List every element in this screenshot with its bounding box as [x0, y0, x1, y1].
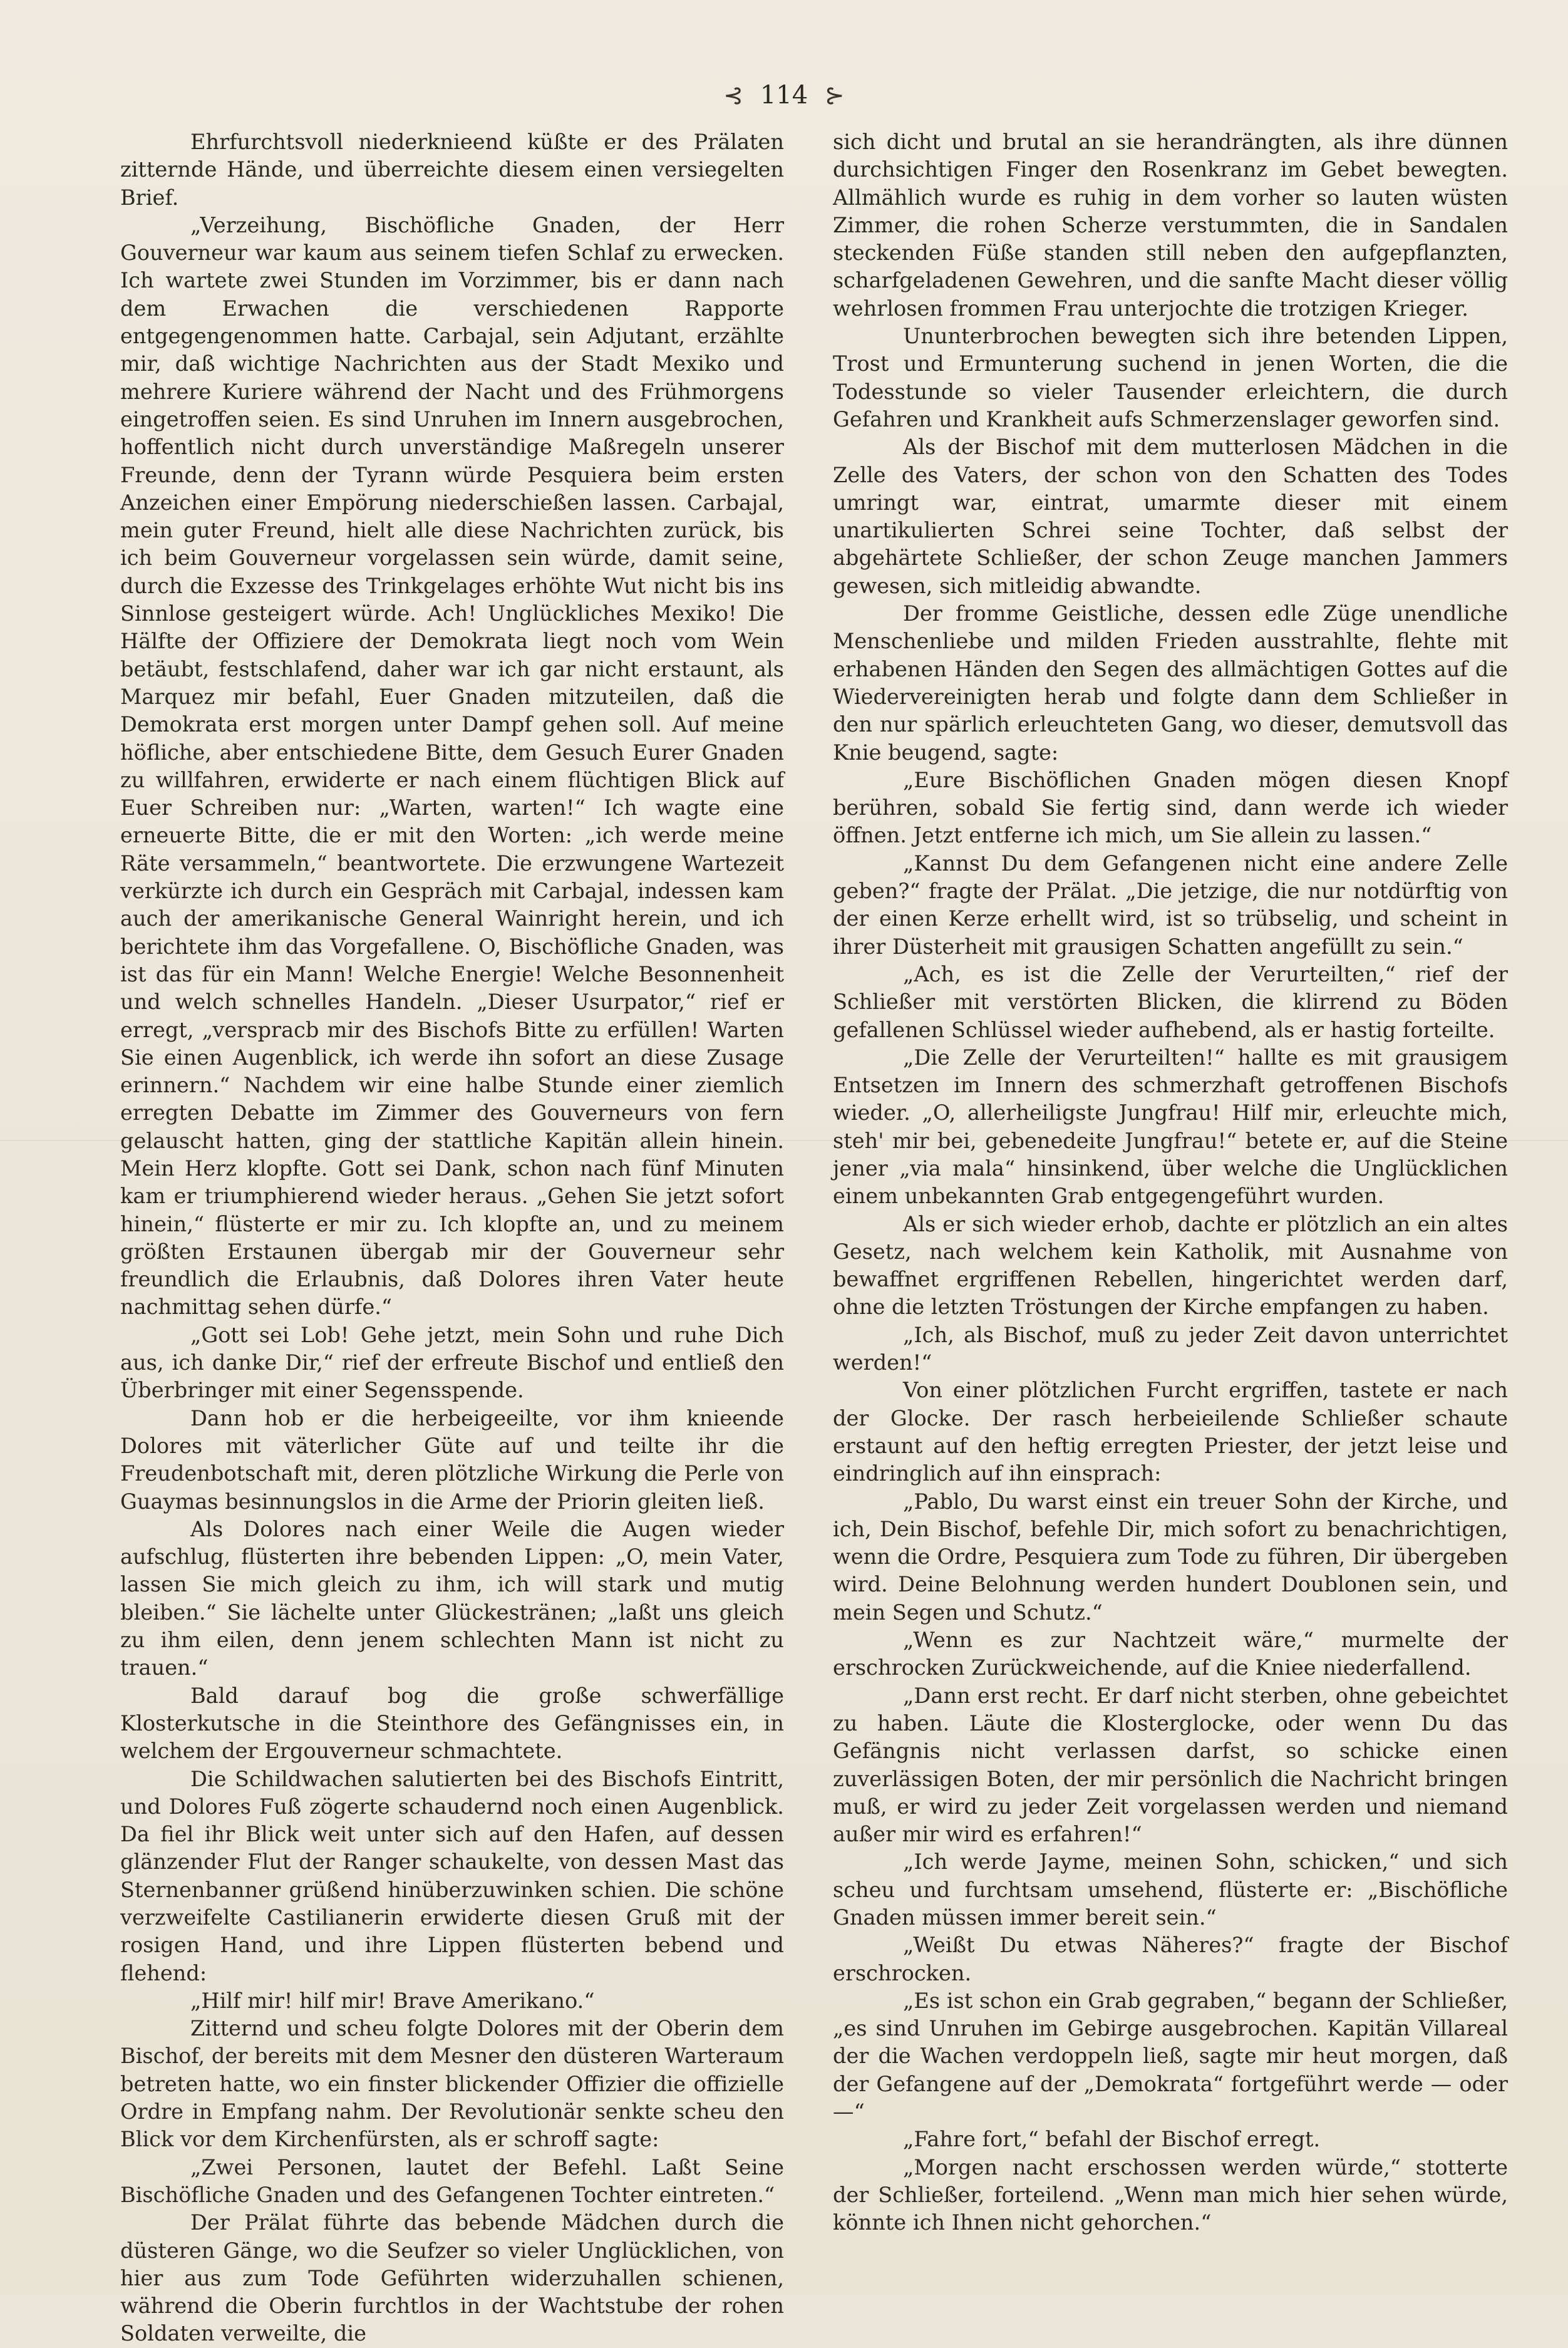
paragraph: Der fromme Geistliche, dessen edle Züge unendliche Menschenliebe und milden Frieden ausstrahlte, flehte mit erhabenen Händen den Segen des allmächtigen Gottes auf die Wiedervereinigten herab und folgte dann dem Schließer in den nur spärlich erleuchteten Gang, wo dieser, demutsvoll das Knie beugend, sagte: [833, 601, 1508, 765]
paragraph: „Ich werde Jayme, meinen Sohn, schicken,“ und sich scheu und furchtsam umsehend, flüsterte er: „Bischöfliche Gnaden müssen immer bereit sein.“ [833, 1849, 1508, 1930]
paragraph: „Zwei Personen, lautet der Befehl. Laßt Seine Bischöfliche Gnaden und des Gefangenen Tochter eintreten.“ [120, 2154, 784, 2207]
paragraph: „Gott sei Lob! Gehe jetzt, mein Sohn und ruhe Dich aus, ich danke Dir,“ rief der erfreute Bischof und entließ den Überbringer mit einer Segensspende. [120, 1322, 784, 1403]
paragraph: Der Prälat führte das bebende Mädchen durch die düsteren Gänge, wo die Seufzer so vieler Unglücklichen, von hier aus zum Tode Geführten widerzuhallen schienen, während die Oberin furchtlos in der Wachtstube der rohen Soldaten verweilte, die [120, 2210, 784, 2346]
page-number: 114 [760, 81, 808, 110]
paragraph: Als Dolores nach einer Weile die Augen wieder aufschlug, flüsterten ihre bebenden Lippen: „O, mein Vater, lassen Sie mich gleich zu ihm, ich will stark und mutig bleiben.“ Sie lächelte unter Glückestränen; „laßt uns gleich zu ihm eilen, denn jenem schlechten Mann ist nicht zu trauen.“ [120, 1516, 784, 1680]
paragraph: Ehrfurchtsvoll niederknieend küßte er des Prälaten zitternde Hände, und überreichte diesem einen versiegelten Brief. [120, 130, 784, 210]
paragraph: „Verzeihung, Bischöfliche Gnaden, der Herr Gouverneur war kaum aus seinem tiefen Schlaf zu erwecken. Ich wartete zwei Stunden im Vorzimmer, bis er dann nach dem Erwachen die verschiedenen Rapporte entgegengenommen hatte. Carbajal, sein Adjutant, erzählte mir, daß wichtige Nachrichten aus der Stadt Mexiko und mehrere Kuriere während der Nacht und des Frühmorgens eingetroffen seien. Es sind Unruhen im Innern ausgebrochen, hoffentlich nicht durch unverständige Maßregeln unserer Freunde, denn der Tyrann würde Pesquiera beim ersten Anzeichen einer Empörung niederschießen lassen. Carbajal, mein guter Freund, hielt alle diese Nachrichten zurück, bis ich beim Gouverneur vorgelassen sein würde, damit seine, durch die Exzesse des Trinkgelages erhöhte Wut nicht bis ins Sinnlose gesteigert würde. Ach! Unglückliches Mexiko! Die Hälfte der Offiziere der Demokrata liegt noch vom Wein betäubt, festschlafend, daher war ich gar nicht erstaunt, als Marquez mir befahl, Euer Gnaden mitzuteilen, daß die Demokrata erst morgen unter Dampf gehen soll. Auf meine höfliche, aber entschiedene Bitte, dem Gesuch Eurer Gnaden zu willfahren, erwiderte er nach einem flüchtigen Blick auf Euer Schreiben nur: „Warten, warten!“ Ich wagte eine erneuerte Bitte, die er mit den Worten: „ich werde meine Räte versammeln,“ beantwortete. Die erzwungene Wartezeit verkürzte ich durch ein Gespräch mit Carbajal, indessen kam auch der amerikanische General Wainright herein, und ich berichtete ihm das Vorgefallene. O, Bischöfliche Gnaden, was ist das für ein Mann! Welche Energie! Welche Besonnenheit und welch schnelles Handeln. „Dieser Usurpator,“ rief er erregt, „verspracb mir des Bischofs Bitte zu erfüllen! Warten Sie einen Augenblick, ich werde ihn sofort an diese Zusage erinnern.“ Nachdem wir eine halbe Stunde einer ziemlich erregten Debatte im Zimmer des Gouverneurs von fern gelauscht hatten, ging der stattliche Kapitän allein hinein. Mein Herz klopfte. Gott sei Dank, schon nach fünf Minuten kam er triumphierend wieder heraus. „Gehen Sie jetzt sofort hinein,“ flüsterte er mir zu. Ich klopfte an, und zu meinem größten Erstaunen übergab mir der Gouverneur sehr freundlich die Erlaubnis, daß Dolores ihren Vater heute nachmittag sehen dürfe.“ [120, 212, 784, 1320]
paragraph: Von einer plötzlichen Furcht ergriffen, tastete er nach der Glocke. Der rasch herbeieilende Schließer schaute erstaunt auf den heftig erregten Priester, der jetzt leise und eindringlich auf ihn einsprach: [833, 1378, 1508, 1486]
ornament-left-icon: ⊰ [723, 81, 744, 109]
paragraph: „Hilf mir! hilf mir! Brave Amerikano.“ [190, 1988, 595, 2013]
paragraph: „Pablo, Du warst einst ein treuer Sohn der Kirche, und ich, Dein Bischof, befehle Dir, mich sofort zu benachrichtigen, wenn die Ordre, Pesquiera zum Tode zu führen, Dir übergeben wird. Deine Belohnung werden hundert Doublonen sein, und mein Segen und Schutz.“ [833, 1489, 1508, 1625]
page-header [0, 80, 1568, 110]
paragraph: Bald darauf bog die große schwerfällige Klosterkutsche in die Steinthore des Gefängnisses ein, in welchem der Ergouverneur schmachtete. [120, 1683, 784, 1764]
left-column [120, 128, 784, 2348]
paragraph: „Eure Bischöflichen Gnaden mögen diesen Knopf berühren, sobald Sie fertig sind, dann werde ich wieder öffnen. Jetzt entferne ich mich, um Sie allein zu lassen.“ [833, 767, 1508, 848]
paragraph: „Weißt Du etwas Näheres?“ fragte der Bischof erschrocken. [833, 1933, 1508, 1985]
paragraph: „Wenn es zur Nachtzeit wäre,“ murmelte der erschrocken Zurückweichende, auf die Kniee niederfallend. [833, 1628, 1508, 1680]
paragraph: Zitternd und scheu folgte Dolores mit der Oberin dem Bischof, der bereits mit dem Mesner den düsteren Warteraum betreten hatte, wo ein finster blickender Offizier die offizielle Ordre in Empfang nahm. Der Revolutionär senkte scheu den Blick vor dem Kirchenfürsten, als er schroff sagte: [120, 2016, 784, 2152]
paragraph: „Morgen nacht erschossen werden würde,“ stotterte der Schließer, forteilend. „Wenn man mich hier sehen würde, könnte ich Ihnen nicht gehorchen.“ [833, 2154, 1508, 2235]
ornament-right-icon: ⊱ [824, 81, 845, 109]
paragraph: „Die Zelle der Verurteilten!“ hallte es mit grausigem Entsetzen im Innern des schmerzhaft getroffenen Bischofs wieder. „O, allerheiligste Jungfrau! Hilf mir, erleuchte mich, steh' mir bei, gebenedeite Jungfrau!“ betete er, auf die Steine jener „via mala“ hinsinkend, über welche die Unglücklichen einem unbekannten Grab entgegengeführt wurden. [833, 1045, 1508, 1209]
paragraph: „Ach, es ist die Zelle der Verurteilten,“ rief der Schließer mit verstörten Blicken, die klirrend zu Böden gefallenen Schlüssel wieder aufhebend, als er hastig forteilte. [833, 961, 1508, 1042]
paragraph: Als er sich wieder erhob, dachte er plötzlich an ein altes Gesetz, nach welchem kein Katholik, mit Ausnahme von bewaffnet ergriffenen Rebellen, hingerichtet werden darf, ohne die letzten Tröstungen der Kirche empfangen zu haben. [833, 1211, 1508, 1320]
paragraph: Als der Bischof mit dem mutterlosen Mädchen in die Zelle des Vaters, der schon von den Schatten des Todes umringt war, eintrat, umarmte dieser mit einem unartikulierten Schrei seine Tochter, daß selbst der abgehärtete Schließer, der schon Zeuge manchen Jammers gewesen, sich mitleidig abwandte. [833, 435, 1508, 598]
paragraph: „Fahre fort,“ befahl der Bischof erregt. [903, 2127, 1321, 2152]
paragraph: Die Schildwachen salutierten bei des Bischofs Eintritt, und Dolores Fuß zögerte schaudernd noch einen Augenblick. Da fiel ihr Blick weit unter sich auf den Hafen, auf dessen glänzender Flut der Ranger schaukelte, von dessen Mast das Sternenbanner grüßend hinüberzuwinken schien. Die schöne verzweifelte Castilianerin erwiderte diesen Gruß mit der rosigen Hand, und ihre Lippen flüsterten bebend und flehend: [120, 1766, 784, 1985]
paragraph: sich dicht und brutal an sie herandrängten, als ihre dünnen durchsichtigen Finger den Rosenkranz im Gebet bewegten. Allmählich wurde es ruhig in dem vorher so lauten wüsten Zimmer, die rohen Scherze verstummten, die in Sandalen steckenden Füße standen still neben den aufgepflanzten, scharfgeladenen Gewehren, und die sanfte Macht dieser völlig wehrlosen frommen Frau unterjochte die trotzigen Krieger. [833, 130, 1508, 321]
paragraph: „Kannst Du dem Gefangenen nicht eine andere Zelle geben?“ fragte der Prälat. „Die jetzige, die nur notdürftig von der einen Kerze erhellt wird, ist so trübselig, und scheint in ihrer Düsterheit mit grausigen Schatten angefüllt zu sein.“ [833, 851, 1508, 959]
right-column [833, 128, 1508, 2237]
paragraph: „Es ist schon ein Grab gegraben,“ begann der Schließer, „es sind Unruhen im Gebirge ausgebrochen. Kapitän Villareal der die Wachen verdoppeln ließ, sagte mir heut morgen, daß der Gefangene auf der „Demokrata“ fortgeführt werde — oder —“ [833, 1988, 1508, 2124]
paragraph: „Dann erst recht. Er darf nicht sterben, ohne gebeichtet zu haben. Läute die Klosterglocke, oder wenn Du das Gefängnis nicht verlassen darfst, so schicke einen zuverlässigen Boten, der mir persönlich die Nachricht bringen muß, er wird zu jeder Zeit vorgelassen werden und niemand außer mir wird es erfahren!“ [833, 1683, 1508, 1847]
paragraph: „Ich, als Bischof, muß zu jeder Zeit davon unterrichtet werden!“ [833, 1322, 1508, 1375]
paragraph: Dann hob er die herbeigeeilte, vor ihm knieende Dolores mit väterlicher Güte auf und teilte ihr die Freudenbotschaft mit, deren plötzliche Wirkung die Perle von Guaymas besinnungslos in die Arme der Priorin gleiten ließ. [120, 1405, 784, 1514]
paragraph: Ununterbrochen bewegten sich ihre betenden Lippen, Trost und Ermunterung suchend in jenen Worten, die die Todesstunde so vieler Tausender erleichtern, die durch Gefahren und Krankheit aufs Schmerzenslager geworfen sind. [833, 324, 1508, 432]
